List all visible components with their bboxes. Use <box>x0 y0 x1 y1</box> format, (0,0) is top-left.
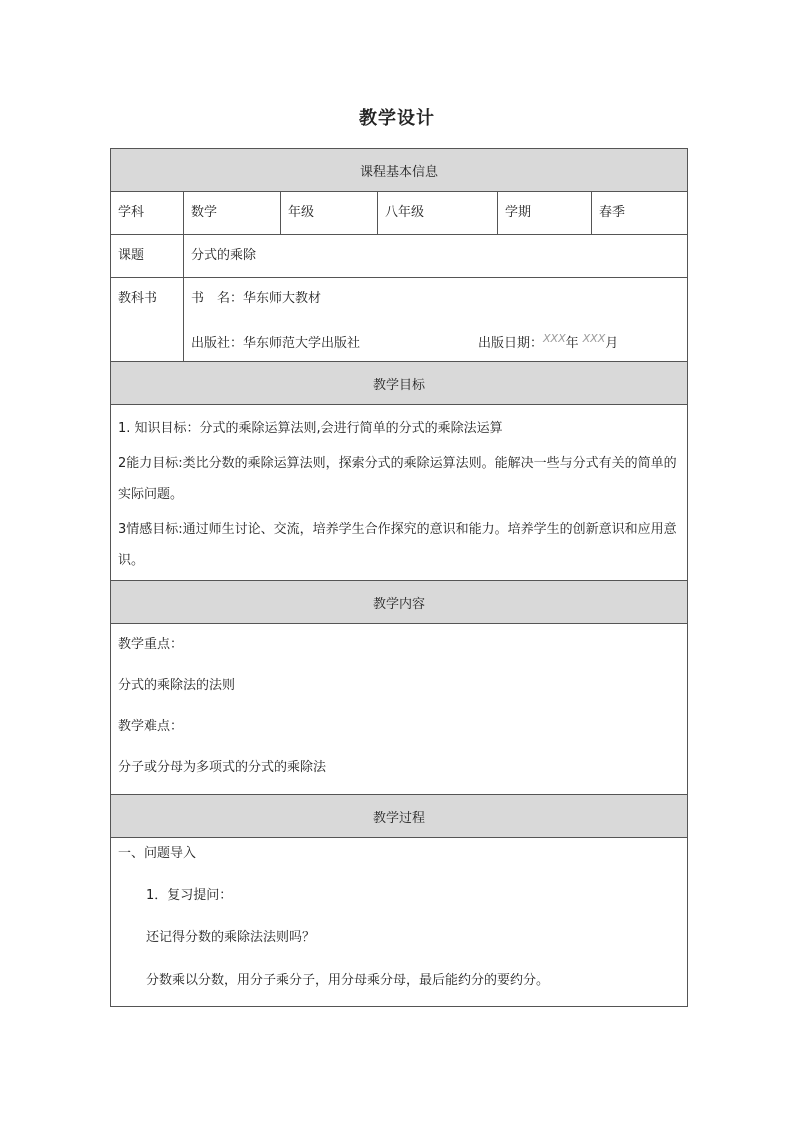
term-value: 春季 <box>599 205 626 220</box>
process-step-1: 1．复习提问： <box>146 888 233 903</box>
process-block <box>111 838 687 1006</box>
goal-ability: 2能力目标:类比分数的乘除运算法则，探索分式的乘除运算法则。能解决一些与分式有关的简单的实际问题。 <box>118 456 677 502</box>
section-content: 教学内容 <box>111 581 687 624</box>
textbook-info <box>184 278 687 361</box>
pub-date-label: 出版日期： <box>478 336 544 351</box>
review-answer: 分数乘以分数，用分子乘分子，用分母乘分母，最后能约分的要约分。 <box>146 973 550 988</box>
lesson-plan-table <box>110 148 688 1007</box>
month-char: 月 <box>605 336 619 351</box>
key-point-text: 分式的乘除法的法则 <box>118 678 236 693</box>
pub-year-placeholder: XXX <box>543 332 566 345</box>
textbook-label: 教科书 <box>111 278 184 361</box>
topic-row <box>111 235 687 278</box>
page-title: 教学设计 <box>359 108 435 129</box>
key-point-label: 教学重点： <box>118 637 184 652</box>
grade-value: 八年级 <box>378 192 498 234</box>
basic-info-row <box>111 192 687 235</box>
section-goals: 教学目标 <box>111 362 687 405</box>
topic-label: 课题 <box>111 235 184 277</box>
book-name: 书 名：华东师大教材 <box>191 291 322 306</box>
section-process: 教学过程 <box>111 795 687 838</box>
textbook-row <box>111 278 687 362</box>
section-basic-info: 课程基本信息 <box>111 149 687 192</box>
difficulty-text: 分子或分母为多项式的分式的乘除法 <box>118 760 327 775</box>
subject-label: 学科 <box>111 192 184 234</box>
year-char: 年 <box>565 336 579 351</box>
goals-block <box>111 405 687 581</box>
publisher: 出版社：华东师范大学出版社 <box>191 336 361 351</box>
goal-emotion: 3情感目标:通过师生讨论、交流，培养学生合作探究的意识和能力。培养学生的创新意识和应用意识。 <box>118 522 677 568</box>
term-label: 学期 <box>498 192 592 234</box>
review-question: 还记得分数的乘除法法则吗？ <box>146 930 316 945</box>
pub-month-placeholder: XXX <box>582 332 606 345</box>
grade-label: 年级 <box>281 192 378 234</box>
goal-knowledge: 1. 知识目标：分式的乘除运算法则,会进行简单的分式的乘除法运算 <box>118 421 503 436</box>
process-heading: 一、问题导入 <box>118 846 197 861</box>
subject-value: 数学 <box>184 192 281 234</box>
publisher-line <box>191 332 680 351</box>
difficulty-label: 教学难点： <box>118 719 184 734</box>
content-block <box>111 626 687 795</box>
topic-value: 分式的乘除 <box>191 248 257 263</box>
